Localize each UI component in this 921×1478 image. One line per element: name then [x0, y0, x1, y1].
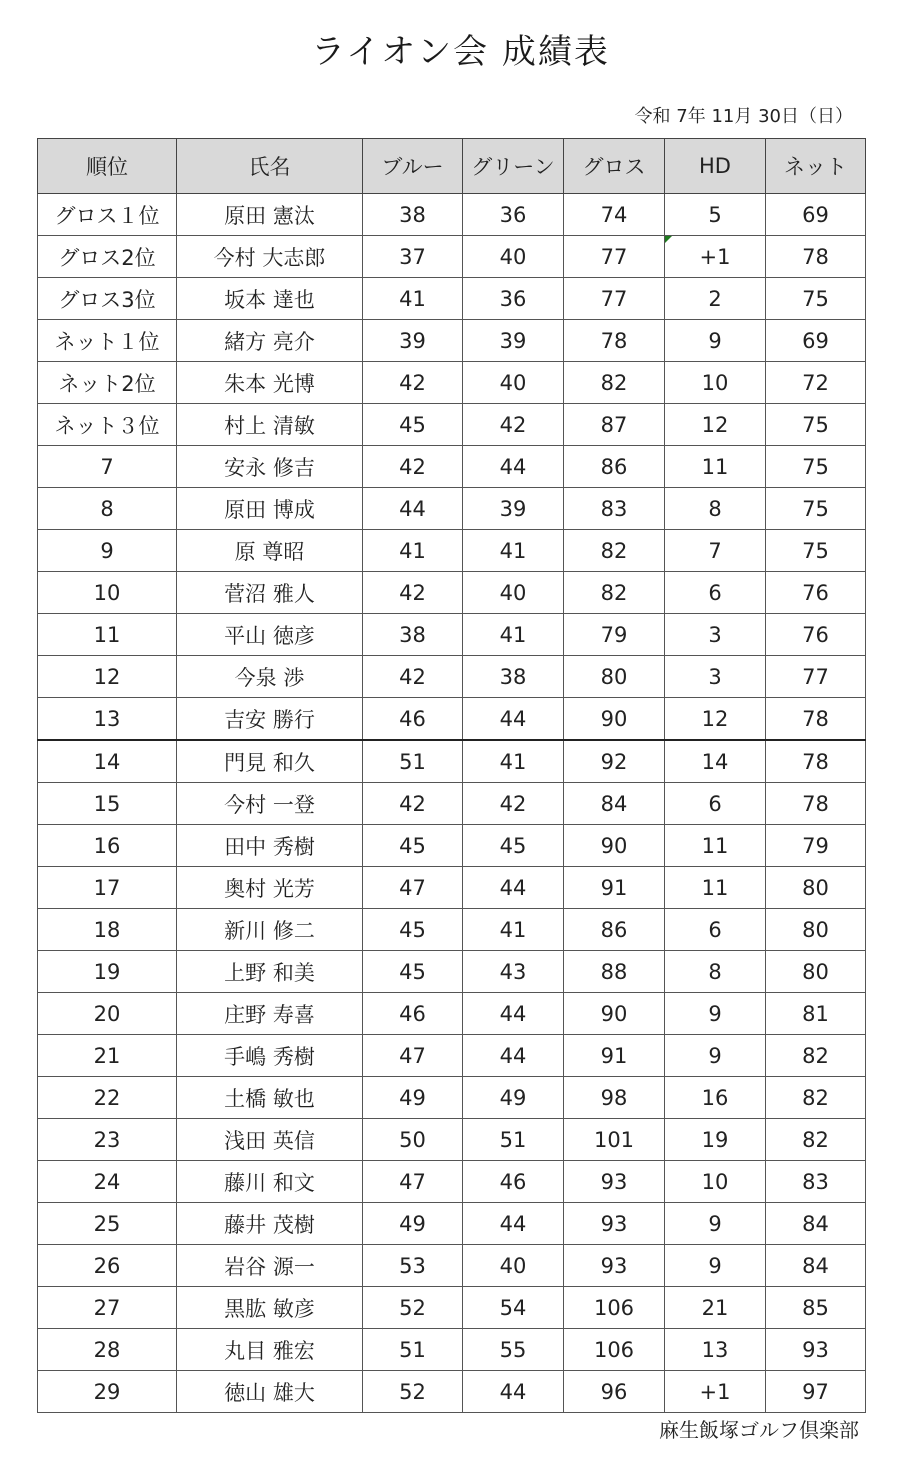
- gross-cell: 86: [564, 909, 665, 951]
- blue-cell: 45: [363, 951, 463, 993]
- gross-cell: 91: [564, 1035, 665, 1077]
- green-cell: 39: [463, 320, 564, 362]
- rank-cell: ネット2位: [38, 362, 177, 404]
- net-cell: 93: [766, 1329, 866, 1371]
- hd-cell: 8: [665, 488, 766, 530]
- gross-cell: 90: [564, 825, 665, 867]
- net-cell: 72: [766, 362, 866, 404]
- blue-cell: 41: [363, 278, 463, 320]
- net-cell: 75: [766, 446, 866, 488]
- blue-cell: 47: [363, 867, 463, 909]
- name-cell: 浅田 英信: [177, 1119, 363, 1161]
- header-name: 氏名: [177, 139, 363, 194]
- name-cell: 今村 大志郎: [177, 236, 363, 278]
- hd-cell: 9: [665, 1035, 766, 1077]
- gross-cell: 82: [564, 362, 665, 404]
- hd-cell: 8: [665, 951, 766, 993]
- net-cell: 79: [766, 825, 866, 867]
- hd-cell: +1: [665, 1371, 766, 1413]
- name-cell: 安永 修吉: [177, 446, 363, 488]
- green-cell: 44: [463, 1203, 564, 1245]
- blue-cell: 42: [363, 656, 463, 698]
- name-cell: 今村 一登: [177, 783, 363, 825]
- header-gross: グロス: [564, 139, 665, 194]
- green-cell: 40: [463, 362, 564, 404]
- green-cell: 36: [463, 278, 564, 320]
- blue-cell: 53: [363, 1245, 463, 1287]
- rank-cell: 22: [38, 1077, 177, 1119]
- rank-cell: 28: [38, 1329, 177, 1371]
- rank-cell: 17: [38, 867, 177, 909]
- hd-cell: 9: [665, 993, 766, 1035]
- hd-cell: [665, 236, 766, 278]
- name-cell: 朱本 光博: [177, 362, 363, 404]
- green-cell: 44: [463, 1035, 564, 1077]
- blue-cell: 49: [363, 1077, 463, 1119]
- net-cell: 78: [766, 783, 866, 825]
- green-cell: 41: [463, 740, 564, 783]
- table-row: [38, 404, 866, 446]
- name-cell: 今泉 渉: [177, 656, 363, 698]
- name-cell: 新川 修二: [177, 909, 363, 951]
- hd-cell: 16: [665, 1077, 766, 1119]
- blue-cell: 37: [363, 236, 463, 278]
- table-row: [38, 194, 866, 236]
- table-row: [38, 1371, 866, 1413]
- name-cell: 原田 博成: [177, 488, 363, 530]
- table-row: [38, 446, 866, 488]
- green-cell: 41: [463, 530, 564, 572]
- net-cell: 82: [766, 1119, 866, 1161]
- hd-cell: 14: [665, 740, 766, 783]
- blue-cell: 45: [363, 404, 463, 446]
- rank-cell: 15: [38, 783, 177, 825]
- table-row: [38, 278, 866, 320]
- blue-cell: 47: [363, 1161, 463, 1203]
- hd-cell: 11: [665, 825, 766, 867]
- gross-cell: 82: [564, 530, 665, 572]
- hd-cell: 5: [665, 194, 766, 236]
- blue-cell: 46: [363, 698, 463, 741]
- hd-cell: 13: [665, 1329, 766, 1371]
- hd-cell: 21: [665, 1287, 766, 1329]
- net-cell: 97: [766, 1371, 866, 1413]
- table-row: [38, 530, 866, 572]
- name-cell: 村上 清敏: [177, 404, 363, 446]
- table-row: [38, 909, 866, 951]
- table-row: [38, 320, 866, 362]
- green-cell: 45: [463, 825, 564, 867]
- net-cell: 75: [766, 404, 866, 446]
- name-cell: 吉安 勝行: [177, 698, 363, 741]
- gross-cell: 77: [564, 278, 665, 320]
- gross-cell: 74: [564, 194, 665, 236]
- green-cell: 55: [463, 1329, 564, 1371]
- blue-cell: 51: [363, 1329, 463, 1371]
- hd-cell: 10: [665, 1161, 766, 1203]
- hd-cell: 19: [665, 1119, 766, 1161]
- name-cell: 上野 和美: [177, 951, 363, 993]
- net-cell: 77: [766, 656, 866, 698]
- page-title: ライオン会 成績表: [311, 32, 610, 72]
- green-cell: 44: [463, 867, 564, 909]
- table-row: [38, 1287, 866, 1329]
- blue-cell: 42: [363, 446, 463, 488]
- net-cell: 69: [766, 194, 866, 236]
- rank-cell: 27: [38, 1287, 177, 1329]
- green-cell: 49: [463, 1077, 564, 1119]
- table-row: [38, 825, 866, 867]
- blue-cell: 45: [363, 825, 463, 867]
- net-cell: 75: [766, 278, 866, 320]
- hd-cell: 12: [665, 404, 766, 446]
- green-cell: 40: [463, 1245, 564, 1287]
- blue-cell: 42: [363, 362, 463, 404]
- name-cell: 土橋 敏也: [177, 1077, 363, 1119]
- green-cell: 40: [463, 236, 564, 278]
- green-cell: 44: [463, 993, 564, 1035]
- table-row: [38, 362, 866, 404]
- net-cell: 85: [766, 1287, 866, 1329]
- net-cell: 84: [766, 1245, 866, 1287]
- header-blue: ブルー: [363, 139, 463, 194]
- hd-cell: 7: [665, 530, 766, 572]
- header-hd: HD: [665, 139, 766, 194]
- net-cell: 78: [766, 698, 866, 741]
- table-row: [38, 1077, 866, 1119]
- gross-cell: 98: [564, 1077, 665, 1119]
- hd-cell: 9: [665, 320, 766, 362]
- table-row: [38, 1035, 866, 1077]
- table-row: [38, 867, 866, 909]
- gross-cell: 86: [564, 446, 665, 488]
- blue-cell: 46: [363, 993, 463, 1035]
- table-row: [38, 1119, 866, 1161]
- hd-cell: 9: [665, 1203, 766, 1245]
- green-cell: 38: [463, 656, 564, 698]
- name-cell: 奥村 光芳: [177, 867, 363, 909]
- gross-cell: 101: [564, 1119, 665, 1161]
- gross-cell: 93: [564, 1203, 665, 1245]
- name-cell: 庄野 寿喜: [177, 993, 363, 1035]
- score-table-body: [38, 194, 866, 1413]
- green-cell: 46: [463, 1161, 564, 1203]
- table-row: [38, 783, 866, 825]
- name-cell: 菅沼 雅人: [177, 572, 363, 614]
- net-cell: 84: [766, 1203, 866, 1245]
- green-cell: 44: [463, 1371, 564, 1413]
- table-row: [38, 1329, 866, 1371]
- table-row: [38, 488, 866, 530]
- header-rank: 順位: [38, 139, 177, 194]
- hd-cell: 11: [665, 446, 766, 488]
- table-row: [38, 656, 866, 698]
- gross-cell: 79: [564, 614, 665, 656]
- net-cell: 80: [766, 951, 866, 993]
- gross-cell: 77: [564, 236, 665, 278]
- score-table: [37, 138, 866, 1413]
- name-cell: 原田 憲汰: [177, 194, 363, 236]
- table-row: [38, 993, 866, 1035]
- net-cell: 69: [766, 320, 866, 362]
- rank-cell: 21: [38, 1035, 177, 1077]
- blue-cell: 50: [363, 1119, 463, 1161]
- gross-cell: 84: [564, 783, 665, 825]
- table-row: [38, 951, 866, 993]
- hd-cell: 11: [665, 867, 766, 909]
- blue-cell: 45: [363, 909, 463, 951]
- rank-cell: 14: [38, 740, 177, 783]
- blue-cell: 47: [363, 1035, 463, 1077]
- green-cell: 54: [463, 1287, 564, 1329]
- hd-cell: 9: [665, 1245, 766, 1287]
- name-cell: 丸目 雅宏: [177, 1329, 363, 1371]
- net-cell: 75: [766, 530, 866, 572]
- net-cell: 80: [766, 909, 866, 951]
- name-cell: 徳山 雄大: [177, 1371, 363, 1413]
- rank-cell: 25: [38, 1203, 177, 1245]
- blue-cell: 39: [363, 320, 463, 362]
- name-cell: 坂本 達也: [177, 278, 363, 320]
- blue-cell: 44: [363, 488, 463, 530]
- rank-cell: 23: [38, 1119, 177, 1161]
- blue-cell: 42: [363, 783, 463, 825]
- gross-cell: 90: [564, 993, 665, 1035]
- gross-cell: 87: [564, 404, 665, 446]
- rank-cell: 16: [38, 825, 177, 867]
- name-cell: 岩谷 源一: [177, 1245, 363, 1287]
- hd-cell: 3: [665, 656, 766, 698]
- name-cell: 緒方 亮介: [177, 320, 363, 362]
- table-row: [38, 614, 866, 656]
- net-cell: 75: [766, 488, 866, 530]
- rank-cell: 12: [38, 656, 177, 698]
- table-row: [38, 1203, 866, 1245]
- blue-cell: 52: [363, 1287, 463, 1329]
- gross-cell: 83: [564, 488, 665, 530]
- rank-cell: 13: [38, 698, 177, 741]
- net-cell: 82: [766, 1077, 866, 1119]
- gross-cell: 90: [564, 698, 665, 741]
- rank-cell: グロス１位: [38, 194, 177, 236]
- rank-cell: グロス3位: [38, 278, 177, 320]
- gross-cell: 93: [564, 1161, 665, 1203]
- gross-cell: 106: [564, 1287, 665, 1329]
- green-cell: 41: [463, 909, 564, 951]
- rank-cell: ネット１位: [38, 320, 177, 362]
- rank-cell: 7: [38, 446, 177, 488]
- rank-cell: 26: [38, 1245, 177, 1287]
- green-cell: 41: [463, 614, 564, 656]
- table-row: [38, 236, 866, 278]
- net-cell: 78: [766, 740, 866, 783]
- name-cell: 藤川 和文: [177, 1161, 363, 1203]
- table-row: [38, 740, 866, 783]
- header-net: ネット: [766, 139, 866, 194]
- green-cell: 44: [463, 698, 564, 741]
- blue-cell: 42: [363, 572, 463, 614]
- table-header-row: [38, 139, 866, 194]
- rank-cell: 9: [38, 530, 177, 572]
- rank-cell: グロス2位: [38, 236, 177, 278]
- blue-cell: 38: [363, 194, 463, 236]
- net-cell: 82: [766, 1035, 866, 1077]
- gross-cell: 96: [564, 1371, 665, 1413]
- net-cell: 76: [766, 572, 866, 614]
- net-cell: 81: [766, 993, 866, 1035]
- club-name: 麻生飯塚ゴルフ倶楽部: [659, 1418, 859, 1442]
- gross-cell: 82: [564, 572, 665, 614]
- blue-cell: 49: [363, 1203, 463, 1245]
- green-cell: 42: [463, 404, 564, 446]
- table-row: [38, 698, 866, 741]
- green-cell: 43: [463, 951, 564, 993]
- gross-cell: 88: [564, 951, 665, 993]
- rank-cell: 8: [38, 488, 177, 530]
- rank-cell: 29: [38, 1371, 177, 1413]
- rank-cell: 19: [38, 951, 177, 993]
- gross-cell: 78: [564, 320, 665, 362]
- green-cell: 51: [463, 1119, 564, 1161]
- table-row: [38, 1245, 866, 1287]
- rank-cell: 18: [38, 909, 177, 951]
- gross-cell: 91: [564, 867, 665, 909]
- gross-cell: 92: [564, 740, 665, 783]
- gross-cell: 93: [564, 1245, 665, 1287]
- blue-cell: 52: [363, 1371, 463, 1413]
- hd-cell: 6: [665, 572, 766, 614]
- net-cell: 76: [766, 614, 866, 656]
- name-cell: 門見 和久: [177, 740, 363, 783]
- hd-cell: 10: [665, 362, 766, 404]
- green-cell: 42: [463, 783, 564, 825]
- hd-cell: 12: [665, 698, 766, 741]
- comment-marker-icon: [665, 236, 672, 243]
- gross-cell: 80: [564, 656, 665, 698]
- name-cell: 黒肱 敏彦: [177, 1287, 363, 1329]
- net-cell: 83: [766, 1161, 866, 1203]
- green-cell: 36: [463, 194, 564, 236]
- hd-cell: 2: [665, 278, 766, 320]
- table-row: [38, 1161, 866, 1203]
- net-cell: 80: [766, 867, 866, 909]
- name-cell: 平山 徳彦: [177, 614, 363, 656]
- header-green: グリーン: [463, 139, 564, 194]
- blue-cell: 51: [363, 740, 463, 783]
- rank-cell: 10: [38, 572, 177, 614]
- rank-cell: 24: [38, 1161, 177, 1203]
- net-cell: 78: [766, 236, 866, 278]
- hd-value: +1: [699, 244, 731, 269]
- blue-cell: 41: [363, 530, 463, 572]
- rank-cell: 11: [38, 614, 177, 656]
- rank-cell: ネット３位: [38, 404, 177, 446]
- name-cell: 田中 秀樹: [177, 825, 363, 867]
- name-cell: 手嶋 秀樹: [177, 1035, 363, 1077]
- green-cell: 39: [463, 488, 564, 530]
- hd-cell: 6: [665, 909, 766, 951]
- hd-cell: 3: [665, 614, 766, 656]
- green-cell: 44: [463, 446, 564, 488]
- event-date: 令和 7年 11月 30日（日）: [634, 106, 853, 127]
- rank-cell: 20: [38, 993, 177, 1035]
- blue-cell: 38: [363, 614, 463, 656]
- green-cell: 40: [463, 572, 564, 614]
- name-cell: 藤井 茂樹: [177, 1203, 363, 1245]
- name-cell: 原 尊昭: [177, 530, 363, 572]
- table-row: [38, 572, 866, 614]
- hd-cell: 6: [665, 783, 766, 825]
- gross-cell: 106: [564, 1329, 665, 1371]
